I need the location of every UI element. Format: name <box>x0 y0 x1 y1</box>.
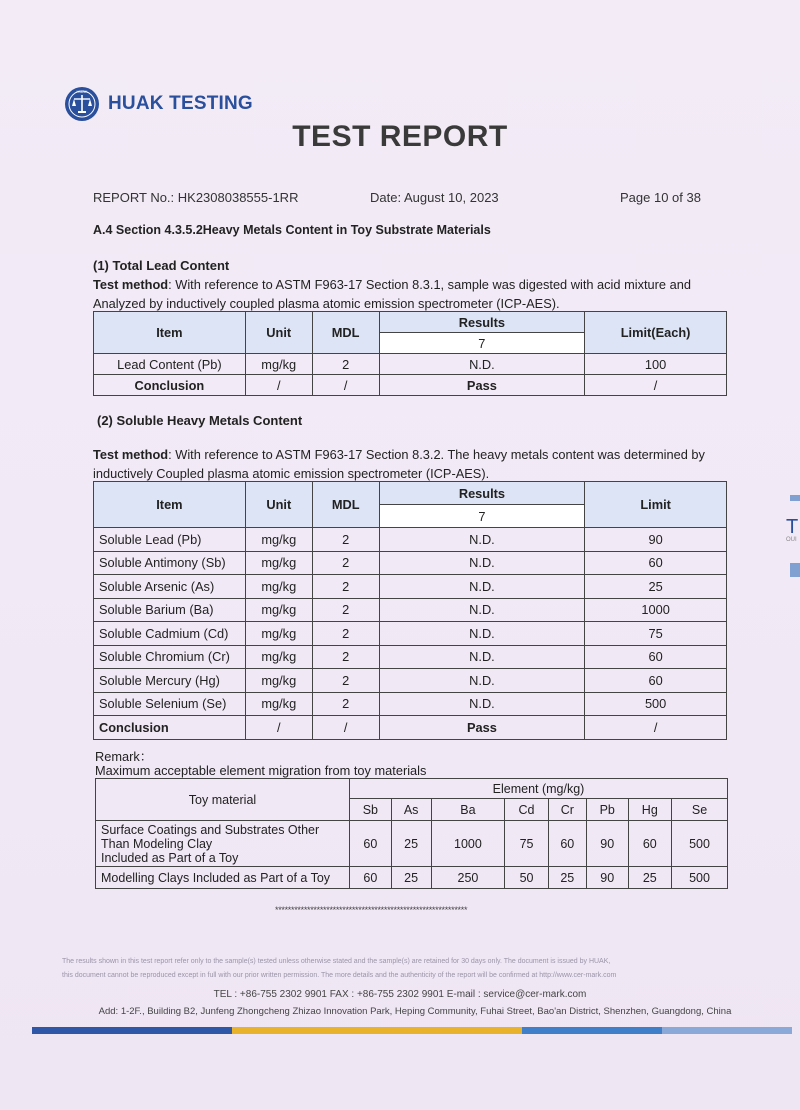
address: Add: 1-2F., Building B2, Junfeng Zhongcheng Zhizao Innovation Park, Heping Community, Fuhai Street, Bao'an District, Shenzhen, Guangdong, China <box>98 1006 732 1017</box>
cell-result: N.D. <box>379 551 585 575</box>
cell-unit: mg/kg <box>245 551 312 575</box>
conclusion-row <box>94 375 727 396</box>
cell-limit: 1000 <box>585 598 727 622</box>
cell-result: N.D. <box>379 622 585 646</box>
cell-mdl: 2 <box>312 692 379 716</box>
toy-material <box>96 821 350 867</box>
part2-title: (2) Soluble Heavy Metals Content <box>97 413 303 428</box>
cell-unit: mg/kg <box>245 575 312 599</box>
toy-material-line: Than Modeling Clay <box>101 836 213 851</box>
cell-limit: 75 <box>585 622 727 646</box>
limit-value: 75 <box>505 821 548 867</box>
header-item: Item <box>94 312 246 354</box>
table-row <box>94 575 727 599</box>
soluble-metals-table <box>93 481 727 740</box>
cell-item: Soluble Lead (Pb) <box>94 528 246 552</box>
brand-name: HUAK TESTING <box>108 93 253 114</box>
header-mdl: MDL <box>312 312 379 354</box>
cell-mdl: 2 <box>312 645 379 669</box>
conclusion-limit: / <box>585 716 727 740</box>
cell-limit: 100 <box>585 354 727 375</box>
cell-unit: mg/kg <box>245 692 312 716</box>
toy-material-line: Included as Part of a Toy <box>101 850 239 865</box>
element-as: As <box>391 799 431 821</box>
cell-item: Soluble Chromium (Cr) <box>94 645 246 669</box>
cell-result: N.D. <box>379 528 585 552</box>
part1-title: (1) Total Lead Content <box>93 258 230 273</box>
cell-limit: 60 <box>585 669 727 693</box>
page-title: TEST REPORT <box>292 120 508 153</box>
conclusion-result: Pass <box>379 716 585 740</box>
table-row <box>94 622 727 646</box>
cell-result: N.D. <box>379 645 585 669</box>
cell-item: Soluble Cadmium (Cd) <box>94 622 246 646</box>
footer-bar-segment <box>522 1027 662 1034</box>
end-of-page-stars: ************************************************************ <box>275 905 468 915</box>
header-results: Results <box>379 312 585 333</box>
element-ba: Ba <box>431 799 505 821</box>
cell-mdl: 2 <box>312 669 379 693</box>
toy-material-line: Modelling Clays Included as Part of a Toy <box>101 870 331 885</box>
cell-unit: mg/kg <box>245 622 312 646</box>
table-row <box>96 821 728 867</box>
element-cr: Cr <box>548 799 586 821</box>
header-unit: Unit <box>245 312 312 354</box>
contact-info: TEL : +86-755 2302 9901 FAX : +86-755 2302 9901 E-mail : service@cer-mark.com <box>213 989 587 1000</box>
side-tab-letter: T <box>786 516 799 538</box>
side-tab <box>786 495 800 577</box>
limit-value: 50 <box>505 867 548 889</box>
element-se: Se <box>672 799 728 821</box>
conclusion-row <box>94 716 727 740</box>
conclusion-result: Pass <box>379 375 585 396</box>
conclusion-mdl: / <box>312 375 379 396</box>
limit-value: 25 <box>391 867 431 889</box>
conclusion-unit: / <box>245 375 312 396</box>
cell-item: Lead Content (Pb) <box>94 354 246 375</box>
element-sb: Sb <box>350 799 392 821</box>
limit-value: 500 <box>672 867 728 889</box>
cell-mdl: 2 <box>312 528 379 552</box>
cell-limit: 500 <box>585 692 727 716</box>
report-date: Date: August 10, 2023 <box>370 190 499 205</box>
footer-bar-segment <box>232 1027 522 1034</box>
cell-result: N.D. <box>379 575 585 599</box>
limit-value: 250 <box>431 867 505 889</box>
side-tab-small: OUI <box>786 537 797 543</box>
cell-mdl: 2 <box>312 575 379 599</box>
element-cd: Cd <box>505 799 548 821</box>
footer-bar-segment <box>32 1027 232 1034</box>
limit-value: 90 <box>586 867 628 889</box>
remark-caption: Maximum acceptable element migration from toy materials <box>95 763 427 778</box>
conclusion-label: Conclusion <box>94 716 246 740</box>
header-sample-no: 7 <box>379 505 585 528</box>
toy-material-header: Toy material <box>96 779 350 821</box>
part1-method-line2: Analyzed by inductively coupled plasma atomic emission spectrometer (ICP-AES). <box>93 296 560 311</box>
table-row <box>94 598 727 622</box>
limit-value: 25 <box>548 867 586 889</box>
table-row <box>96 867 728 889</box>
element-header: Element (mg/kg) <box>350 779 728 799</box>
header-mdl: MDL <box>312 482 379 528</box>
page-number: Page 10 of 38 <box>620 190 701 205</box>
part2-method-label: Test method <box>93 447 169 462</box>
cell-limit: 60 <box>585 645 727 669</box>
limit-value: 60 <box>350 821 392 867</box>
table-row <box>94 645 727 669</box>
part1-method <box>93 275 733 313</box>
cell-unit: mg/kg <box>245 645 312 669</box>
cell-unit: mg/kg <box>245 598 312 622</box>
part2-method <box>93 445 743 483</box>
part1-method-line1: : With reference to ASTM F963-17 Section 8.3.1, sample was digested with acid mixture and <box>168 277 691 292</box>
part2-method-line2: inductively Coupled plasma atomic emission spectrometer (ICP-AES). <box>93 466 490 481</box>
section-title: A.4 Section 4.3.5.2Heavy Metals Content in Toy Substrate Materials <box>93 223 491 237</box>
cell-unit: mg/kg <box>245 354 312 375</box>
header-results: Results <box>379 482 585 505</box>
conclusion-limit: / <box>585 375 727 396</box>
header-sample-no: 7 <box>379 333 585 354</box>
header-item: Item <box>94 482 246 528</box>
disclaimer-line2: this document cannot be reproduced except in full with our prior written permission. The more details and the authenticity of the report will be confirmed at http://www.cer-mark.com <box>62 972 617 979</box>
limit-value: 25 <box>391 821 431 867</box>
cell-mdl: 2 <box>312 598 379 622</box>
side-tab-mark <box>790 495 800 501</box>
cell-limit: 25 <box>585 575 727 599</box>
cell-result: N.D. <box>379 354 585 375</box>
scales-of-justice-icon <box>64 86 100 122</box>
limit-value: 1000 <box>431 821 505 867</box>
limit-value: 90 <box>586 821 628 867</box>
disclaimer <box>62 955 782 983</box>
logo-seal-text: HUAK <box>76 89 88 94</box>
cell-limit: 60 <box>585 551 727 575</box>
lead-content-table <box>93 311 727 396</box>
table-row <box>94 669 727 693</box>
cell-mdl: 2 <box>312 622 379 646</box>
cell-result: N.D. <box>379 669 585 693</box>
cell-result: N.D. <box>379 598 585 622</box>
limit-value: 60 <box>350 867 392 889</box>
cell-result: N.D. <box>379 692 585 716</box>
element-hg: Hg <box>628 799 671 821</box>
element-pb: Pb <box>586 799 628 821</box>
limit-value: 60 <box>548 821 586 867</box>
cell-mdl: 2 <box>312 354 379 375</box>
footer-bar-segment <box>662 1027 792 1034</box>
conclusion-label: Conclusion <box>94 375 246 396</box>
side-tab-block <box>790 563 800 577</box>
header-unit: Unit <box>245 482 312 528</box>
table-row <box>94 354 727 375</box>
migration-limits-table <box>95 778 728 889</box>
toy-material <box>96 867 350 889</box>
header-limit: Limit <box>585 482 727 528</box>
limit-value: 60 <box>628 821 671 867</box>
disclaimer-line1: The results shown in this test report refer only to the sample(s) tested unless otherwise stated and the sample(s) are retained for 30 days only. The document is issued by HUAK, <box>62 958 611 965</box>
part2-method-line1: : With reference to ASTM F963-17 Section 8.3.2. The heavy metals content was determined by <box>168 447 705 462</box>
limit-value: 500 <box>672 821 728 867</box>
header-limit: Limit(Each) <box>585 312 727 354</box>
cell-unit: mg/kg <box>245 528 312 552</box>
cell-item: Soluble Barium (Ba) <box>94 598 246 622</box>
cell-item: Soluble Antimony (Sb) <box>94 551 246 575</box>
conclusion-mdl: / <box>312 716 379 740</box>
cell-mdl: 2 <box>312 551 379 575</box>
limit-value: 25 <box>628 867 671 889</box>
logo <box>64 86 253 122</box>
cell-item: Soluble Selenium (Se) <box>94 692 246 716</box>
conclusion-unit: / <box>245 716 312 740</box>
remark-label: Remark： <box>95 749 153 764</box>
table-row <box>94 692 727 716</box>
cell-item: Soluble Arsenic (As) <box>94 575 246 599</box>
cell-unit: mg/kg <box>245 669 312 693</box>
part1-method-label: Test method <box>93 277 169 292</box>
cell-limit: 90 <box>585 528 727 552</box>
cell-item: Soluble Mercury (Hg) <box>94 669 246 693</box>
report-number: REPORT No.: HK2308038555-1RR <box>93 190 299 205</box>
toy-material-line: Surface Coatings and Substrates Other <box>101 822 320 837</box>
table-row <box>94 551 727 575</box>
table-row <box>94 528 727 552</box>
